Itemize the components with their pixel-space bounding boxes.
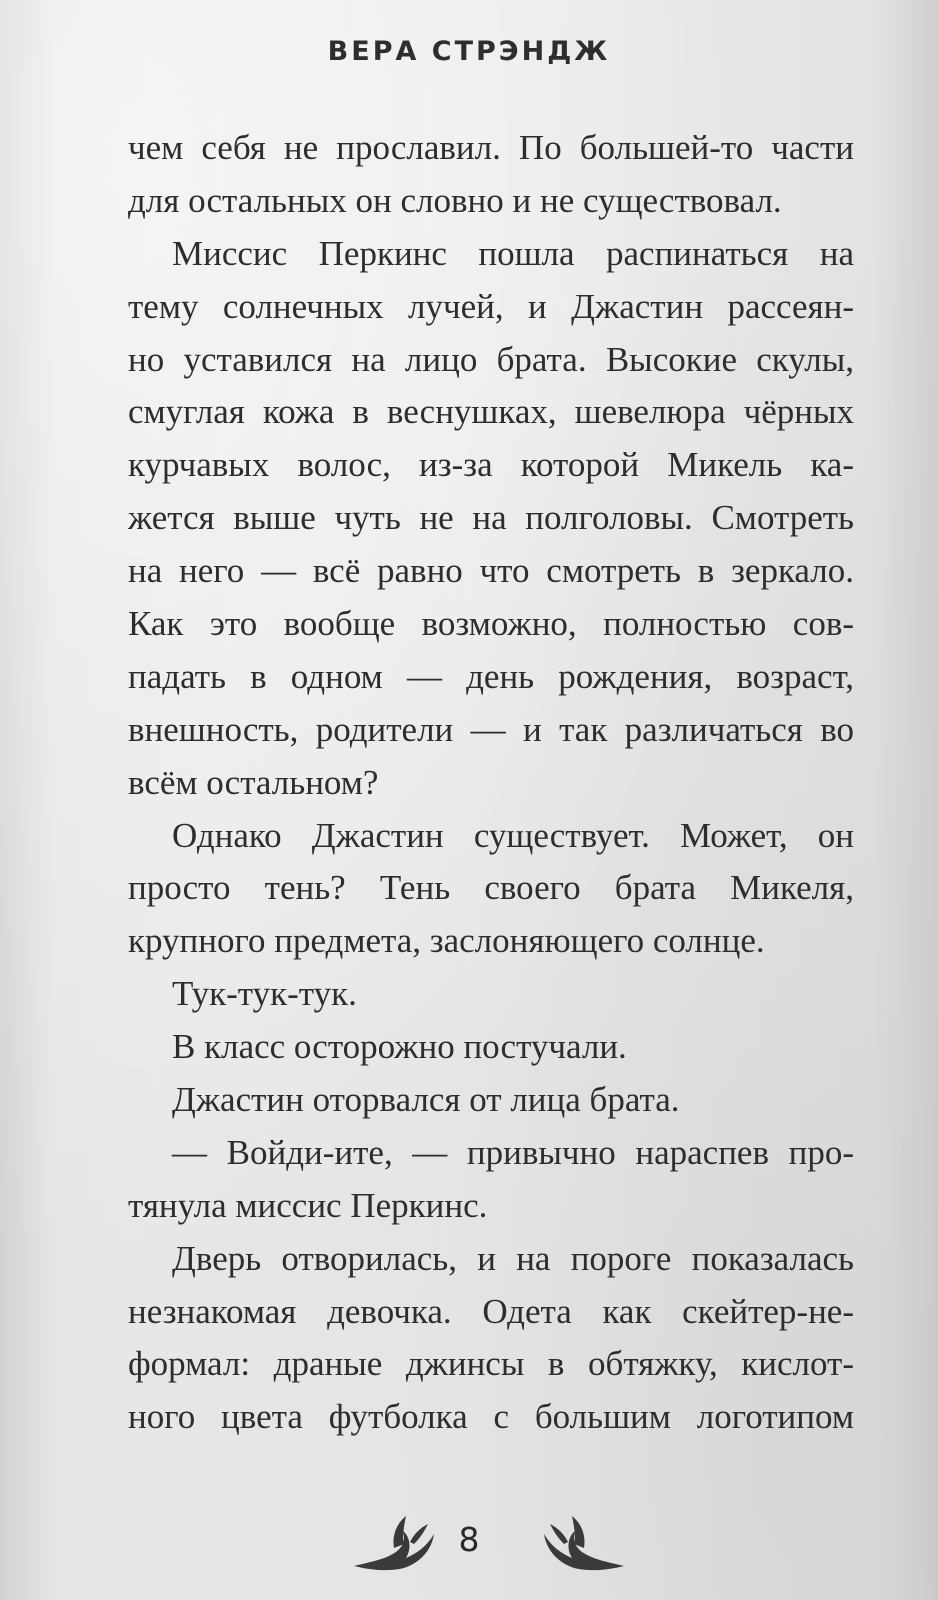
running-head: ВЕРА СТРЭНДЖ: [327, 36, 611, 67]
text-line: В класс осторожно постучали.: [172, 1027, 627, 1067]
text-line: незнакомая девочка. Одета как скейтер-не-: [128, 1291, 854, 1331]
text-line: тему солнечных лучей, и Джастин рассеян-: [128, 286, 854, 326]
text-line: жется выше чуть не на полголовы. Смотреть: [128, 498, 854, 538]
text-line: на него — всё равно что смотреть в зеркало.: [128, 551, 854, 591]
text-line: Однако Джастин существует. Может, он: [172, 815, 854, 855]
text-line: ного цвета футболка с большим логотипом: [128, 1397, 854, 1437]
text-line: Дверь отворилась, и на пороге показалась: [172, 1238, 854, 1278]
text-line: внешность, родители — и так различаться во: [128, 709, 854, 749]
text-line: Миссис Перкинс пошла распинаться на: [172, 233, 854, 273]
text-line: просто тень? Тень своего брата Микеля,: [128, 868, 854, 908]
text-line: но уставился на лицо брата. Высокие скулы,: [128, 339, 854, 379]
left-flourish-icon: [350, 1508, 440, 1572]
body-text: [128, 122, 854, 1444]
text-line: падать в одном — день рождения, возраст,: [128, 656, 854, 696]
page-footer: [0, 1500, 938, 1580]
page-number: 8: [458, 1520, 480, 1559]
text-line: крупного предмета, заслоняющего солнце.: [128, 921, 765, 961]
text-line: — Войди-ите, — привычно нараспев про-: [172, 1132, 854, 1172]
text-line: смуглая кожа в веснушках, шевелюра чёрных: [128, 392, 854, 432]
text-line: Как это вообще возможно, полностью сов-: [128, 604, 854, 644]
text-line: курчавых волос, из-за которой Микель ка-: [128, 445, 854, 485]
text-line: тянула миссис Перкинс.: [128, 1185, 488, 1225]
text-line: формал: драные джинсы в обтяжку, кислот-: [128, 1344, 854, 1384]
text-line: Джастин оторвался от лица брата.: [172, 1080, 680, 1120]
text-line: чем себя не прославил. По большей-то части: [128, 128, 854, 167]
text-line: Тук-тук-тук.: [172, 974, 357, 1014]
right-flourish-icon: [538, 1508, 628, 1572]
text-line: всём остальном?: [128, 762, 379, 802]
text-line: для остальных он словно и не существовал.: [128, 180, 782, 220]
